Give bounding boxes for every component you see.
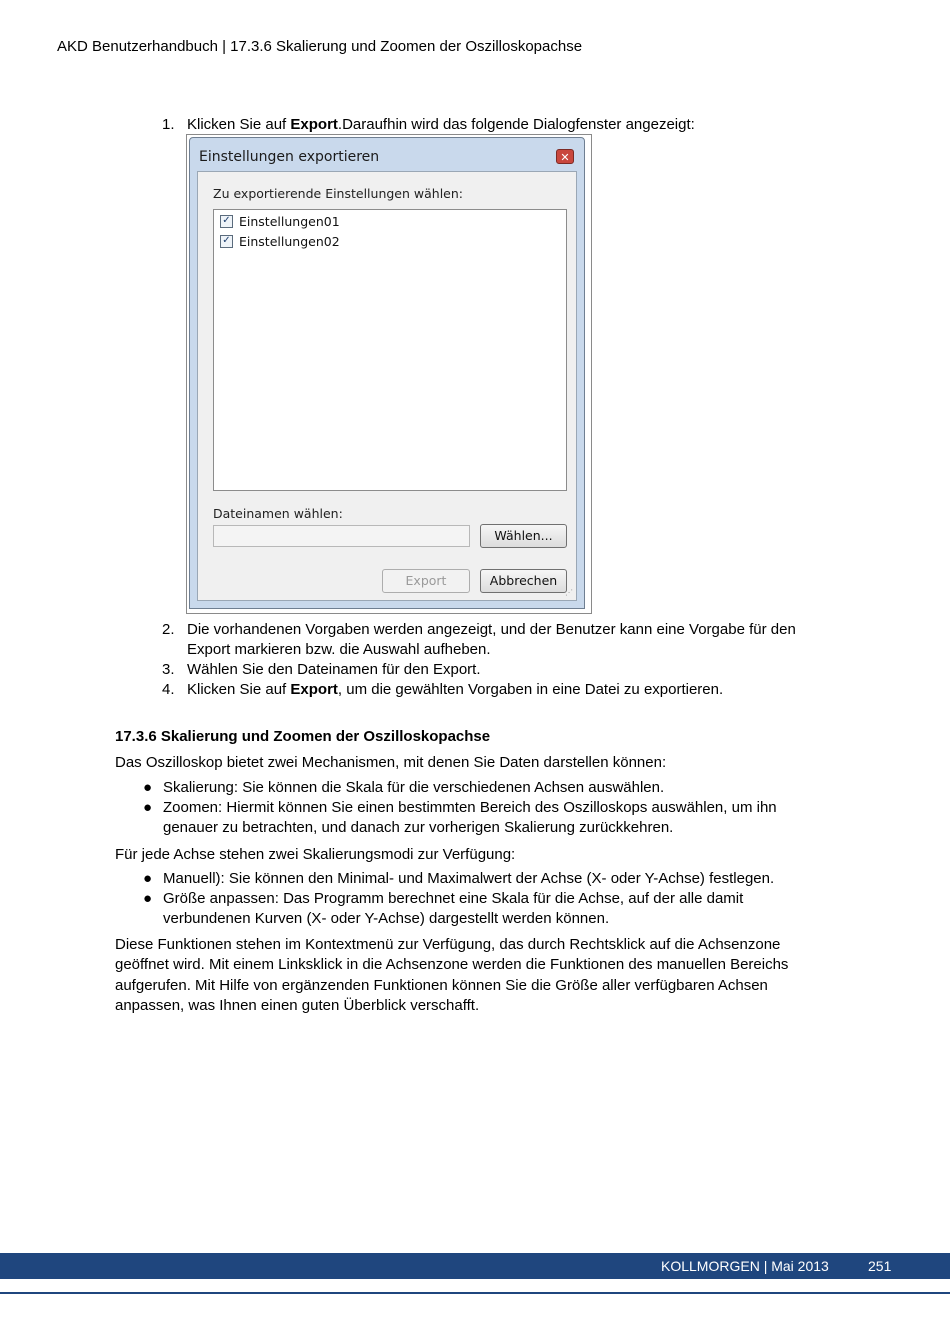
- list-item-label: Einstellungen01: [239, 214, 340, 229]
- step-text: Klicken Sie auf Export.Daraufhin wird das folgende Dialogfenster angezeigt:: [187, 116, 695, 133]
- bullet-text: Manuell): Sie können den Minimal- und Maximalwert der Achse (X- oder Y-Achse) festlegen.: [163, 870, 775, 887]
- bullet-text: Skalierung: Sie können die Skala für die verschiedenen Achsen auswählen.: [163, 779, 665, 796]
- filename-label: Dateinamen wählen:: [213, 506, 343, 521]
- footer-brand: KOLLMORGEN | Mai 2013: [661, 1258, 829, 1274]
- step-number: 1.: [162, 116, 175, 133]
- export-settings-dialog: [189, 137, 585, 609]
- step-number: 2.: [162, 621, 175, 638]
- section-heading: 17.3.6 Skalierung und Zoomen der Oszilloskopachse: [115, 728, 491, 745]
- step-number: 3.: [162, 661, 175, 678]
- checkbox-checked-icon[interactable]: ✓: [220, 215, 233, 228]
- step-text: Wählen Sie den Dateinamen für den Export.: [187, 661, 481, 678]
- select-settings-label: Zu exportierende Einstellungen wählen:: [213, 186, 463, 201]
- step-text: Klicken Sie auf Export, um die gewählten Vorgaben in eine Datei zu exportieren.: [187, 681, 724, 698]
- step-text: Die vorhandenen Vorgaben werden angezeigt, und der Benutzer kann eine Vorgabe für den Export markieren bzw. die Auswahl aufheben.: [187, 621, 796, 658]
- list-item[interactable]: [220, 214, 340, 232]
- bullet-text: Größe anpassen: Das Programm berechnet eine Skala für die Achse, auf der alle damit verbundenen Kurven (X- oder Y-Achse) dargestellt werden können.: [163, 890, 744, 928]
- closing-paragraph: Diese Funktionen stehen im Kontextmenü zur Verfügung, das durch Rechtsklick auf die Achsenzone geöffnet wird. Mit einem Linksklick in die Achsenzone werden die Funktionen des manuellen Bereichs aufgerufen. Mit Hilfe von ergänzenden Funktionen können Sie die Größe aller verfügbaren Achsen anpassen, was Ihnen einen guten Überblick verschafft.: [115, 936, 789, 1014]
- list-item[interactable]: [220, 234, 340, 252]
- bullet-icon: ●: [143, 870, 153, 887]
- dialog-title: Einstellungen exportieren: [199, 149, 380, 165]
- list-item-label: Einstellungen02: [239, 234, 340, 249]
- export-keyword: Export: [290, 116, 338, 133]
- running-header: AKD Benutzerhandbuch | 17.3.6 Skalierung und Zoomen der Oszilloskopachse: [57, 38, 583, 55]
- bullet-icon: ●: [143, 799, 153, 816]
- checkbox-checked-icon[interactable]: ✓: [220, 235, 233, 248]
- page-number: 251: [868, 1258, 892, 1274]
- export-button[interactable]: Export: [382, 569, 470, 593]
- footer-bar: [0, 1253, 950, 1279]
- section-intro: Das Oszilloskop bietet zwei Mechanismen, mit denen Sie Daten darstellen können:: [115, 754, 667, 771]
- footer-divider: [0, 1292, 950, 1294]
- export-keyword: Export: [290, 681, 338, 698]
- cancel-button[interactable]: Abbrechen: [480, 569, 567, 593]
- choose-button[interactable]: Wählen...: [480, 524, 567, 548]
- resize-grip-icon[interactable]: ⋰: [565, 588, 573, 597]
- dialog-body: [197, 171, 577, 601]
- bullet-icon: ●: [143, 779, 153, 796]
- bullet-icon: ●: [143, 890, 153, 907]
- settings-listbox[interactable]: [213, 209, 567, 491]
- close-icon[interactable]: ✕: [556, 149, 574, 164]
- step-number: 4.: [162, 681, 175, 698]
- dialog-screenshot: [186, 134, 592, 614]
- bullet-text: Zoomen: Hiermit können Sie einen bestimmten Bereich des Oszilloskops auswählen, um ihn genauer zu betrachten, und danach zur vorherigen Skalierung zurückkehren.: [163, 799, 777, 837]
- modes-intro: Für jede Achse stehen zwei Skalierungsmodi zur Verfügung:: [115, 846, 516, 863]
- filename-field[interactable]: [213, 525, 470, 547]
